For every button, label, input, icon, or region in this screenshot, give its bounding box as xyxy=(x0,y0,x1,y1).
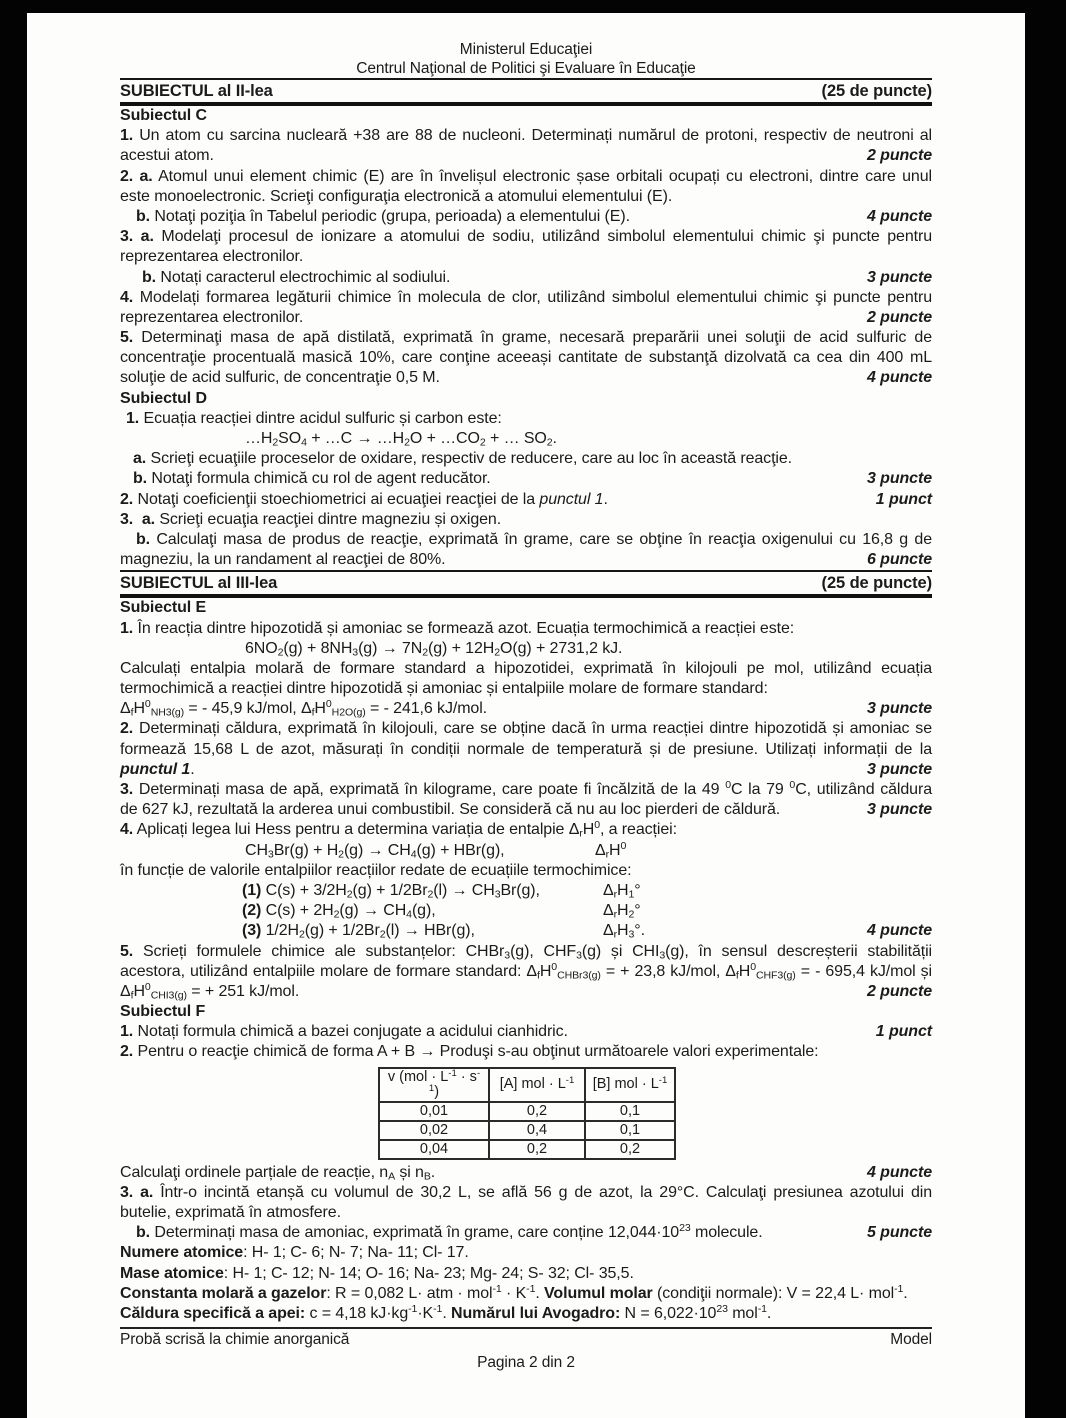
kinetics-table-cell: 0,2 xyxy=(489,1140,585,1159)
footer-rule xyxy=(120,1327,932,1329)
line-text: 2. Pentru o reacţie chimică de forma A + B → Produşi s-au obţinut următoarele valori experimentale: xyxy=(120,1043,819,1061)
text-line xyxy=(120,268,932,288)
document-page xyxy=(120,40,932,1373)
text-line xyxy=(120,207,932,227)
line-text: reprezentarea electronilor. xyxy=(120,308,304,326)
section-bar-title: SUBIECTUL al II-lea xyxy=(120,82,273,100)
line-text: punctul 1. xyxy=(120,760,195,778)
text-line xyxy=(120,619,932,639)
footer-exam-name: Probă scrisă la chimie anorganică xyxy=(120,1331,350,1349)
text-line xyxy=(120,1264,932,1284)
line-text: b. Notaţi formula chimică cu rol de agent reducător. xyxy=(133,470,491,488)
line-text: 4. Aplicați legea lui Hess pentru a determina variația de entalpie $\Delta_rH^0$, a reacției: xyxy=(120,819,677,840)
line-text: 2. Determinați căldura, exprimată în kilojouli, care se obține dacă în urma reacției dintre hipozotidă și amoniac se xyxy=(120,720,932,738)
line-text: 1. Ecuația reacției dintre acidul sulfuric și carbon este: xyxy=(126,409,502,427)
text-line xyxy=(120,308,932,328)
line-text: Subiectul E xyxy=(120,599,207,617)
scan-border-right xyxy=(1025,0,1066,1418)
points-label: 6 puncte xyxy=(867,551,932,569)
text-line xyxy=(120,780,932,800)
line-text: de 627 kJ, rezultată la arderea unui combustibil. Se consideră că nu au loc pierderi de căldură. xyxy=(120,801,781,819)
text-line xyxy=(120,469,932,489)
text-line xyxy=(120,247,932,267)
kinetics-table-cell: 0,04 xyxy=(379,1140,489,1159)
line-text: 3. a. Scrieţi ecuaţia reacţiei dintre magneziu și oxigen. xyxy=(120,510,502,528)
line-text: reprezentarea electronilor. xyxy=(120,248,304,266)
text-line xyxy=(120,679,932,699)
line-text: (1) $C(s) + 3/2H_2(g) + 1/2Br_2(l) \to CH_3Br(g)$, xyxy=(242,881,540,901)
text-line xyxy=(120,921,932,941)
text-line xyxy=(120,409,932,429)
line-text: (2) $C(s) + 2H_2(g) \to CH_4(g)$, xyxy=(242,902,436,921)
line-text: b. Calculaţi masa de produs de reacţie, exprimată în grame, care se obţine în reacţia oxigenului cu 16,8 g de xyxy=(136,530,932,548)
subsection-heading xyxy=(120,1002,932,1022)
kinetics-table-wrap xyxy=(120,1067,932,1160)
line-text: în funcție de valorile entalpiilor reacțiilor redate de ecuațiile termochimice: xyxy=(120,861,632,879)
line-text: (3) $1/2H_2(g) + 1/2Br_2(l) \to HBr(g)$, xyxy=(242,922,475,941)
section-bar xyxy=(120,570,932,598)
text-line xyxy=(120,1284,932,1304)
kinetics-table-cell: 0,1 xyxy=(585,1121,675,1140)
text-line xyxy=(120,1203,932,1223)
footer-page-number: Pagina 2 din 2 xyxy=(477,1354,575,1372)
kinetics-table-cell: 0,1 xyxy=(585,1102,675,1121)
line-text: $6NO_2(g) + 8NH_3(g) \to 7N_2(g) + 12H_2O(g) + 2731,2$ kJ. xyxy=(245,639,623,659)
points-label: 1 punct xyxy=(875,490,932,508)
text-line xyxy=(120,288,932,308)
line-text: magneziu, la un randament al reacţiei de 80%. xyxy=(120,551,446,569)
enthalpy-label: $\Delta_rH^0$ xyxy=(595,839,627,861)
points-label: 4 puncte xyxy=(867,369,932,387)
text-line xyxy=(120,449,932,469)
line-text: Constanta molară a gazelor: R = 0,082 L· atm · $mol^{-1} \cdot K^{-1}$. Volumul molar (condiţii normale): V = 22,4 L· mol$^{-1}$. xyxy=(120,1282,908,1302)
points-label: 3 puncte xyxy=(867,760,932,778)
points-label: 2 puncte xyxy=(867,147,932,165)
text-line xyxy=(120,942,932,962)
subsection-heading xyxy=(120,598,932,618)
line-text: 1. Notați formula chimică a bazei conjugate a acidului cianhidric. xyxy=(120,1023,568,1041)
line-text: Calculați entalpia molară de formare standard a hipozotidei, exprimată în kilojouli pe mol, utilizând ecuația xyxy=(120,659,932,677)
text-line xyxy=(120,800,932,820)
kinetics-table xyxy=(378,1067,676,1160)
text-line xyxy=(120,348,932,368)
table-row xyxy=(379,1140,675,1159)
text-line xyxy=(120,841,932,861)
subsection-heading xyxy=(120,106,932,126)
points-label: 4 puncte xyxy=(867,1163,932,1181)
kinetics-table-cell: 0,2 xyxy=(585,1140,675,1159)
line-text: 2. Notaţi coeficienţii stoechiometrici ai ecuaţiei reacţiei de la punctul 1. xyxy=(120,490,608,508)
line-text: Calculaţi ordinele parțiale de reacție, $n_A$ și $n_B$. xyxy=(120,1163,436,1183)
points-label: 3 puncte xyxy=(867,700,932,718)
points-label: 3 puncte xyxy=(867,470,932,488)
text-line xyxy=(120,510,932,530)
text-line xyxy=(120,982,932,1002)
national-center-header: Centrul Naţional de Politici şi Evaluare în Educaţie xyxy=(356,60,696,77)
text-line xyxy=(120,1022,932,1042)
points-label: 3 puncte xyxy=(867,801,932,819)
text-line xyxy=(120,126,932,146)
line-text: concentraţie procentuală masică 10%, care conţine aceeași cantitate de substanţă dizolvată ca cea din 400 mL xyxy=(120,349,932,367)
footer xyxy=(120,1330,932,1350)
line-text: 1. În reacția dintre hipozotidă și amoniac se formează azot. Ecuația termochimică a reacției este: xyxy=(120,619,795,637)
text-line xyxy=(120,881,932,901)
line-text: 5. Scrieți formulele chimice ale substanțelor: CHBr$_3$(g), $CHF_3(g)$ și $CHI_3(g)$, în sensul descreșterii stabilității xyxy=(120,942,932,962)
line-text: 2. a. Atomul unui element chimic (E) are în învelișul electronic șase orbitali ocupați cu electroni, dintre care unul xyxy=(120,167,932,185)
line-text: 3. Determinați masa de apă, exprimată în kilograme, care poate fi încălzită de la 49 $^0$C la 79 $^0$C, utilizând căldura xyxy=(120,779,932,798)
line-text: 3. a. Într-o incintă etanșă cu volumul de 30,2 L, se află 56 g de azot, la 29°C. Calculaţi presiunea azotului din xyxy=(120,1183,932,1201)
text-line xyxy=(120,699,932,719)
section-bar xyxy=(120,78,932,106)
text-line xyxy=(120,550,932,570)
subsection-heading xyxy=(120,389,932,409)
text-line xyxy=(120,1243,932,1263)
line-text: b. Determinați masa de amoniac, exprimată în grame, care conține $12,044\cdot 10^{23}$ molecule. xyxy=(136,1222,763,1242)
text-line xyxy=(120,1304,932,1324)
text-line xyxy=(120,490,932,510)
points-label: 4 puncte xyxy=(867,207,932,225)
points-label: 1 punct xyxy=(875,1023,932,1041)
line-text: 1. Un atom cu sarcina nucleară +38 are 88 de nucleoni. Determinați numărul de protoni, respectiv de neutroni al xyxy=(120,127,932,145)
text-line xyxy=(120,820,932,840)
line-text: Numere atomice: H- 1; C- 6; N- 7; Na- 11; Cl- 17. xyxy=(120,1244,469,1262)
ministry-header: Ministerul Educaţiei xyxy=(459,41,593,58)
line-text: acestui atom. xyxy=(120,147,214,165)
section-bar-title: SUBIECTUL al III-lea xyxy=(120,574,278,593)
table-row xyxy=(379,1121,675,1140)
line-text: a. Scrieţi ecuaţiile proceselor de oxidare, respectiv de reducere, care au loc în această reacţie. xyxy=(133,450,793,468)
scan-border-top xyxy=(0,0,1066,13)
text-line xyxy=(120,719,932,739)
kinetics-table-header-cell: [B] mol · $L^{-1}$ xyxy=(585,1068,675,1102)
line-text: b. Notați caracterul electrochimic al sodiului. xyxy=(142,268,451,286)
line-text: 5. Determinaţi masa de apă distilată, exprimată în grame, necesară preparării unei soluţii de acid sulfuric de xyxy=(120,329,932,347)
line-text: $\dots H_2SO_4$ + …C → $\dots H_2O$ + $\dots CO_2$ + … $SO_2$. xyxy=(245,430,557,449)
line-text: butelie, exprimată în atmosfere. xyxy=(120,1204,341,1221)
text-line xyxy=(120,901,932,921)
document-body xyxy=(120,78,932,1324)
text-line xyxy=(120,429,932,449)
text-line xyxy=(120,1163,932,1183)
text-line xyxy=(120,659,932,679)
kinetics-table-cell: 0,2 xyxy=(489,1102,585,1121)
line-text: b. Notaţi poziţia în Tabelul periodic (grupa, perioada) a elementului (E). xyxy=(136,207,630,225)
line-text: formează 15,68 L de azot, măsurați în condiții normale de temperatură și de presiune. Utilizați informații de la xyxy=(120,740,932,758)
points-label: 2 puncte xyxy=(867,982,932,1000)
text-line xyxy=(120,760,932,780)
text-line xyxy=(120,1183,932,1203)
line-text: acestora, utilizând entalpiile molare de formare standard: $\Delta_fH^0_{CHBr3(g)}$ = + 23,8 kJ/mol, $\Delta_fH^0_{CHF3(g)}$ = - 695,4 kJ/mol și xyxy=(120,960,932,982)
line-text: $\Delta_fH^0_{CHI3(g)}$ = + 251 kJ/mol. xyxy=(120,981,300,1002)
line-text: Subiectul F xyxy=(120,1003,206,1021)
text-line xyxy=(120,861,932,881)
line-text: 3. a. Modelaţi procesul de ionizare a atomului de sodiu, utilizând simbolul elementului chimic şi puncte pentru xyxy=(120,228,932,246)
enthalpy-label: $\Delta_rH_3^\circ$. xyxy=(603,922,645,941)
section-bar-points: (25 de puncte) xyxy=(821,82,932,100)
enthalpy-label: $\Delta_rH_2^\circ$ xyxy=(603,902,641,921)
text-line xyxy=(120,368,932,388)
kinetics-table-header-cell: [A] mol · $L^{-1}$ xyxy=(489,1068,585,1102)
text-line xyxy=(120,1042,932,1062)
points-label: 4 puncte xyxy=(867,922,932,940)
line-text: soluţie de acid sulfuric, de concentraţie 0,5 M. xyxy=(120,369,440,387)
text-line xyxy=(120,530,932,550)
line-text: $CH_3Br(g) + H_2(g) \to CH_4(g) + HBr(g)$, xyxy=(245,841,505,861)
enthalpy-label: $\Delta_rH_1^\circ$ xyxy=(603,881,641,901)
kinetics-table-header-cell: v $(mol \cdot L^{-1} \cdot s^{-1})$ xyxy=(379,1068,489,1102)
points-label: 3 puncte xyxy=(867,268,932,286)
line-text: 4. Modelați formarea legăturii chimice în molecula de clor, utilizând simbolul elementului chimic şi puncte pentru xyxy=(120,288,932,306)
kinetics-table-cell: 0,02 xyxy=(379,1121,489,1140)
footer-model-label: Model xyxy=(890,1331,932,1349)
scan-border-left xyxy=(0,0,27,1418)
line-text: termochimică a reacției dintre hipozotidă și amoniac și entalpiile molare de formare standard: xyxy=(120,680,768,698)
section-bar-points: (25 de puncte) xyxy=(821,574,932,593)
text-line xyxy=(120,167,932,187)
points-label: 2 puncte xyxy=(867,308,932,326)
line-text: Căldura specifică a apei: c = 4,18 $kJ\cdot kg^{-1}\cdot K^{-1}$. Numărul lui Avogadro: $N = 6,022\cdot 10^{23}$ mol$^{-1}$. xyxy=(120,1303,772,1322)
kinetics-table-cell: 0,4 xyxy=(489,1121,585,1140)
line-text: Subiectul C xyxy=(120,107,207,124)
text-line xyxy=(120,962,932,982)
text-line xyxy=(120,740,932,760)
text-line xyxy=(120,146,932,166)
line-text: $\Delta_fH^0_{NH3(g)}$ = - 45,9 kJ/mol, $\Delta_fH^0_{H2O(g)}$ = - 241,6 kJ/mol. xyxy=(120,698,488,719)
points-label: 5 puncte xyxy=(867,1224,932,1242)
line-text: Subiectul D xyxy=(120,389,207,407)
line-text: Mase atomice: H- 1; C- 12; N- 14; O- 16; Na- 23; Mg- 24; S- 32; Cl- 35,5. xyxy=(120,1264,634,1282)
text-line xyxy=(120,639,932,659)
text-line xyxy=(120,227,932,247)
kinetics-table-cell: 0,01 xyxy=(379,1102,489,1121)
text-line xyxy=(120,328,932,348)
text-line xyxy=(120,1223,932,1243)
line-text: este monoelectronic. Scrieţi configuraţia electronică a atomului elementului (E). xyxy=(120,187,673,205)
text-line xyxy=(120,187,932,207)
table-row xyxy=(379,1102,675,1121)
